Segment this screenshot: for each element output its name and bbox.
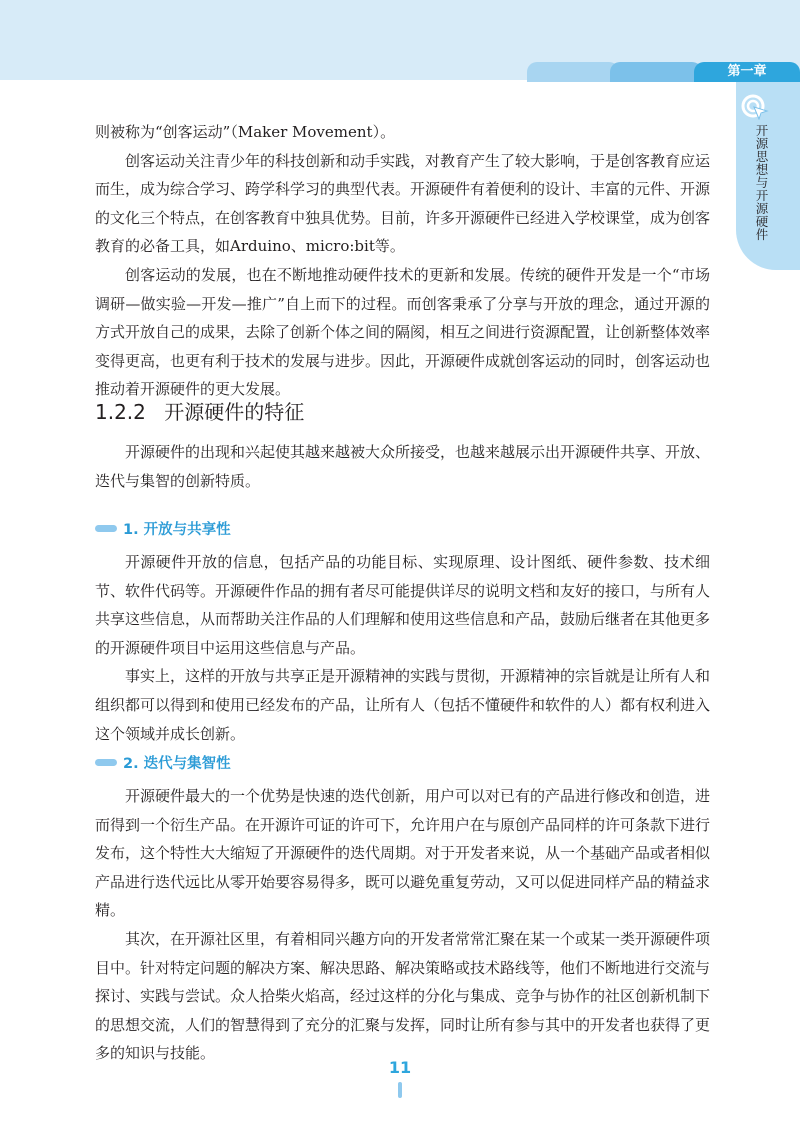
section-title: 开源硬件的特征	[164, 400, 305, 424]
intro-text-block	[95, 118, 710, 404]
side-chapter-title: 开源思想与开源硬件	[754, 124, 769, 241]
chapter-label: 第一章	[694, 62, 800, 82]
subsection-1-paragraph-2: 事实上，这样的开放与共享正是开源精神的实践与贯彻，开源精神的宗旨就是让所有人和组织都可以得到和使用已经发布的产品，让所有人（包括不懂硬件和软件的人）都有权利进入这个领域并成长创新。	[95, 667, 711, 743]
heading-bar-decor	[95, 525, 117, 532]
subsection-2-text-block	[95, 782, 710, 1068]
heading-bar-decor	[95, 759, 117, 766]
section-intro-block	[95, 438, 710, 495]
section-intro-paragraph: 开源硬件的出现和兴起使其越来越被大众所接受，也越来越展示出开源硬件共享、开放、迭代与集智的创新特质。	[95, 443, 711, 490]
intro-paragraph-3: 创客运动的发展，也在不断地推动硬件技术的更新和发展。传统的硬件开发是一个“市场调研—做实验—开发—推广”自上而下的过程。而创客秉承了分享与开放的理念，通过开源的方式开放自己的成果，去除了创新个体之间的隔阂，相互之间进行资源配置，让创新整体效率变得更高，也更有利于技术的发展与进步。因此，开源硬件成就创客运动的同时，创客运动也推动着开源硬件的更大发展。	[95, 265, 711, 399]
page-number-decor	[398, 1082, 402, 1098]
section-heading	[95, 396, 304, 425]
header-tab-decor-1	[527, 62, 619, 82]
subsection-2-paragraph-1: 开源硬件最大的一个优势是快速的迭代创新，用户可以对已有的产品进行修改和创造，进而得到一个衍生产品。在开源许可证的许可下，允许用户在与原创产品同样的许可条款下进行发布，这个特性大大缩短了开源硬件的迭代周期。对于开发者来说，从一个基础产品或者相似产品进行迭代远比从零开始要容易得多，既可以避免重复劳动，又可以促进同样产品的精益求精。	[95, 787, 711, 920]
cursor-target-icon	[740, 92, 770, 120]
subsection-heading-1-text: 1. 开放与共享性	[123, 522, 231, 538]
header-tab-decor-2	[610, 62, 702, 82]
subsection-heading-2-text: 2. 迭代与集智性	[123, 756, 231, 772]
section-number: 1.2.2	[95, 400, 146, 424]
intro-paragraph-1: 则被称为“创客运动”（Maker Movement）。	[95, 123, 396, 141]
intro-paragraph-2: 创客运动关注青少年的科技创新和动手实践，对教育产生了较大影响，于是创客教育应运而生，成为综合学习、跨学科学习的典型代表。开源硬件有着便利的设计、丰富的元件、开源的文化三个特点，在创客教育中独具优势。目前，许多开源硬件已经进入学校课堂，成为创客教育的必备工具，如Arduino、micro:bit等。	[95, 151, 711, 256]
subsection-2-paragraph-2: 其次，在开源社区里，有着相同兴趣方向的开发者常常汇聚在某一个或某一类开源硬件项目中。针对特定问题的解决方案、解决思路、解决策略或技术路线等，他们不断地进行交流与探讨、实践与尝试。众人拾柴火焰高，经过这样的分化与集成、竞争与协作的社区创新机制下的思想交流，人们的智慧得到了充分的汇聚与发挥，同时让所有参与其中的开发者也获得了更多的知识与技能。	[95, 929, 711, 1063]
subsection-1-paragraph-1: 开源硬件开放的信息，包括产品的功能目标、实现原理、设计图纸、硬件参数、技术细节、软件代码等。开源硬件作品的拥有者尽可能提供详尽的说明文档和友好的接口，与所有人共享这些信息，从而帮助关注作品的人们理解和使用这些信息和产品，鼓励后继者在其他更多的开源硬件项目中运用这些信息与产品。	[95, 553, 711, 657]
page-number: 11	[388, 1058, 412, 1077]
subsection-1-text-block	[95, 548, 710, 748]
subsection-heading-2	[95, 752, 231, 773]
subsection-heading-1	[95, 518, 231, 539]
